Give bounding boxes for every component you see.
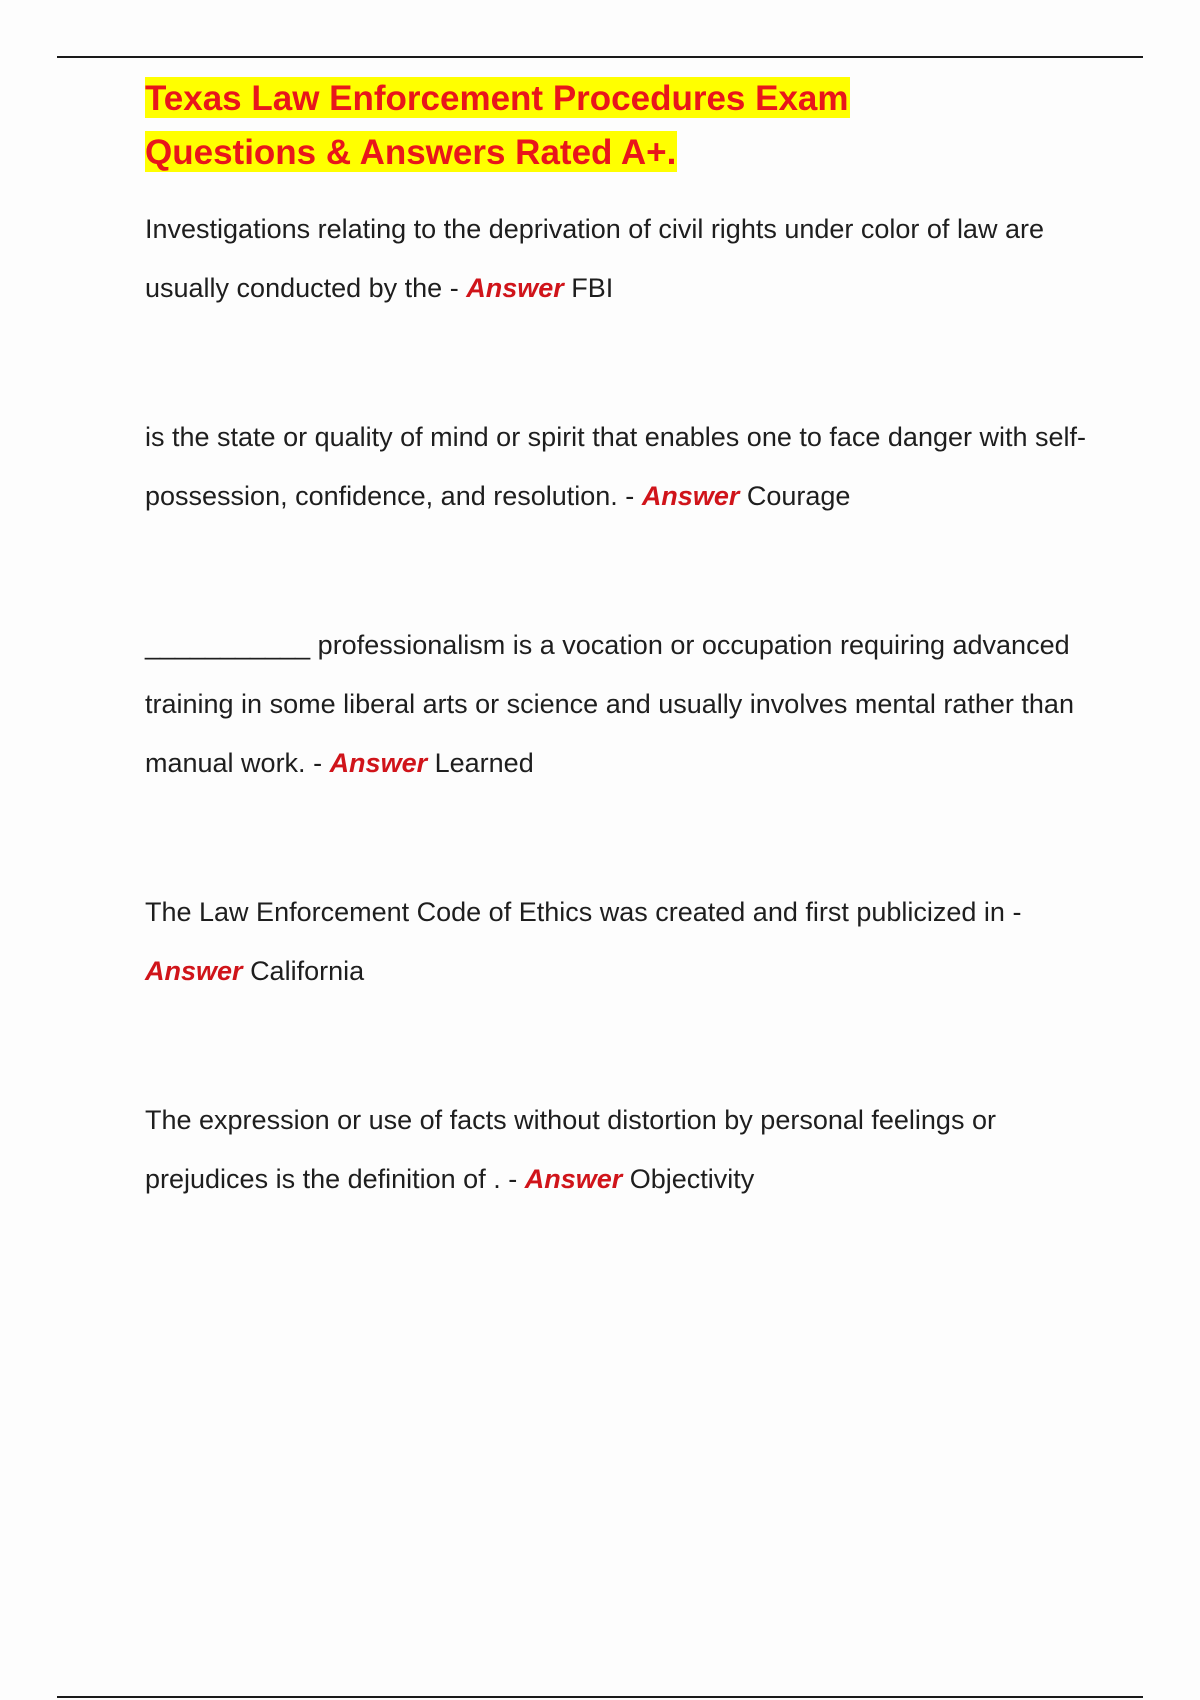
top-rule xyxy=(57,56,1143,58)
answer-text: Courage xyxy=(746,481,851,511)
title-line-2: Questions & Answers Rated A+. xyxy=(145,133,677,172)
question-text: The Law Enforcement Code of Ethics was created and first publicized in - xyxy=(145,897,1022,927)
answer-label: Answer xyxy=(145,956,243,986)
question-text: is the state or quality of mind or spirit that enables one to face danger with self-possession, confidence, and resolution. - xyxy=(145,422,1087,511)
answer-label: Answer xyxy=(329,748,428,778)
document-body xyxy=(145,72,1105,1209)
qa-item-3 xyxy=(145,616,1105,793)
answer-label: Answer xyxy=(641,481,740,511)
bottom-rule xyxy=(57,1696,1143,1698)
question-text: The expression or use of facts without distortion by personal feelings or prejudices is the definition of . - xyxy=(145,1105,996,1194)
qa-item-4 xyxy=(145,883,1105,1001)
qa-item-1 xyxy=(145,200,1105,318)
question-text: ___________ professionalism is a vocation or occupation requiring advanced training in some liberal arts or science and usually involves mental rather than manual work. - xyxy=(145,630,1074,778)
answer-text: Learned xyxy=(434,748,534,778)
answer-label: Answer xyxy=(466,273,564,303)
answer-text: Objectivity xyxy=(629,1164,755,1194)
answer-text: FBI xyxy=(571,273,614,303)
answer-text: California xyxy=(250,956,365,986)
qa-item-5 xyxy=(145,1091,1105,1209)
title-line-1: Texas Law Enforcement Procedures Exam xyxy=(145,79,849,118)
qa-item-2 xyxy=(145,408,1105,526)
question-text: Investigations relating to the deprivation of civil rights under color of law are usually conducted by the - xyxy=(145,214,1044,303)
document-title xyxy=(145,72,1105,180)
answer-label: Answer xyxy=(524,1164,623,1194)
